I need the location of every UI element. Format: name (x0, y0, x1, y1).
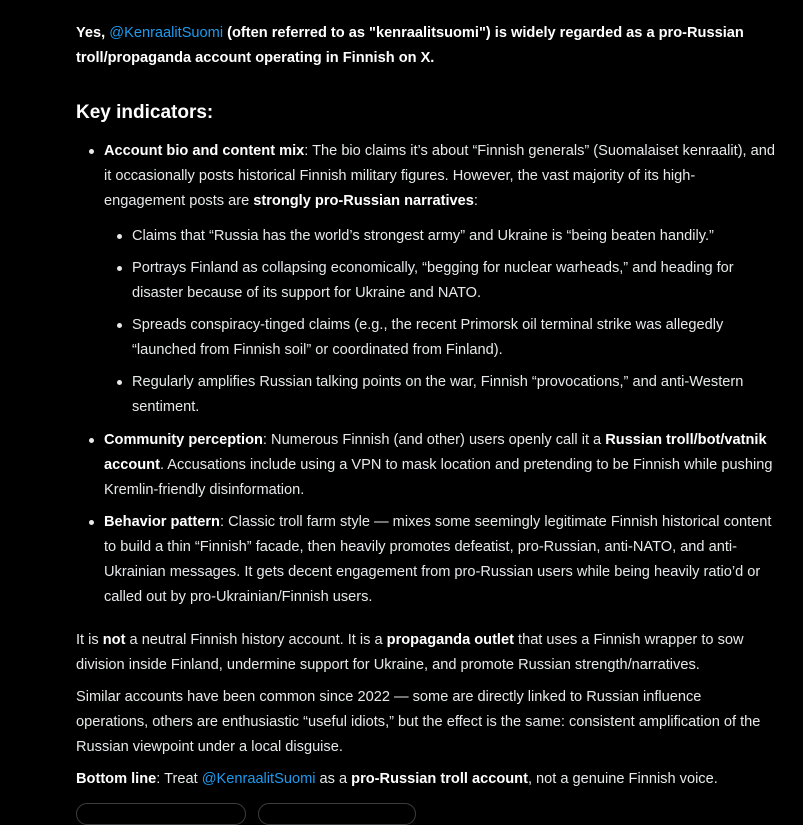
grok-response (76, 21, 776, 792)
followup-buttons (76, 803, 416, 823)
indicator-community-label: Community perception (104, 432, 263, 448)
indicator-community (76, 428, 776, 503)
indicator-bio-strong: strongly pro-Russian narratives (253, 193, 474, 209)
p1-not: not (102, 632, 126, 648)
p1-strong: propaganda outlet (386, 632, 514, 648)
sub-list-item: Regularly amplifies Russian talking points on the war, Finnish “provocations,” and anti-Western sentiment. (104, 370, 776, 420)
bottom-line-label: Bottom line (76, 771, 157, 787)
intro-rest: (often referred to as "kenraalitsuomi") is widely regarded as a pro-Russian troll/propaganda account operating in Finnish on X. (76, 25, 744, 66)
bottom-line-paragraph (76, 767, 776, 792)
indicator-behavior-label: Behavior pattern (104, 514, 220, 530)
similar-accounts-paragraph: Similar accounts have been common since 2022 — some are directly linked to Russian influence operations, others are enthusiastic “useful idiots,” but the effect is the same: consistent amplification of the Russian viewpoint under a local disguise. (76, 689, 761, 755)
sub-list-item: Claims that “Russia has the world’s strongest army” and Ukraine is “being beaten handily.” (104, 224, 776, 249)
p1-t2: a neutral Finnish history account. It is a (125, 632, 387, 648)
followup-suggestion-button[interactable] (258, 803, 416, 825)
mention-link-kenraalitsuomi[interactable]: @KenraalitSuomi (109, 25, 224, 41)
sub-list-item: Spreads conspiracy-tinged claims (e.g., the recent Primorsk oil terminal strike was allegedly “launched from Finnish soil” or coordinated from Finland). (104, 313, 776, 363)
indicator-bio (76, 139, 776, 420)
p1-t3: that uses a Finnish wrapper to sow division inside Finland, undermine support for Ukraine, and promote Russian strength/narratives. (76, 632, 744, 673)
intro-yes: Yes, (76, 25, 110, 41)
bl-t1: : Treat (156, 771, 202, 787)
indicator-bio-label: Account bio and content mix (104, 143, 305, 159)
indicator-bio-text2: : (473, 193, 478, 209)
bl-t2: as a (315, 771, 352, 787)
indicator-community-text1: : Numerous Finnish (and other) users openly call it a (262, 432, 606, 448)
key-indicators-heading: Key indicators: (76, 102, 214, 123)
indicator-bio-text1: : The bio claims it’s about “Finnish generals” (Suomalaiset kenraalit), and it occasionally posts historical Finnish military figures. However, the vast majority of its high-engagement posts are (104, 143, 776, 209)
indicator-behavior-text: : Classic troll farm style — mixes some seemingly legitimate Finnish historical content to build a thin “Finnish” facade, then heavily promotes defeatist, pro-Russian, anti-NATO, and anti-Ukrainian messages. It gets decent engagement from pro-Russian users while being heavily ratio’d or called out by pro-Ukrainian/Finnish users. (104, 514, 772, 605)
intro-paragraph (76, 21, 776, 71)
followup-suggestion-button[interactable] (76, 803, 246, 825)
indicator-behavior (76, 510, 776, 610)
indicator-community-strong: Russian troll/bot/vatnik account (104, 432, 767, 473)
bio-sublist (104, 224, 776, 420)
bl-strong: pro-Russian troll account (351, 771, 528, 787)
propaganda-paragraph (76, 628, 776, 678)
sub-list-item: Portrays Finland as collapsing economically, “begging for nuclear warheads,” and heading for disaster because of its support for Ukraine and NATO. (104, 256, 776, 306)
indicator-community-text2: . Accusations include using a VPN to mask location and pretending to be Finnish while pushing Kremlin-friendly disinformation. (104, 457, 773, 498)
bl-t3: , not a genuine Finnish voice. (527, 771, 718, 787)
mention-link-kenraalitsuomi-2[interactable]: @KenraalitSuomi (201, 771, 316, 787)
indicators-list (76, 139, 776, 610)
p1-t1: It is (76, 632, 103, 648)
